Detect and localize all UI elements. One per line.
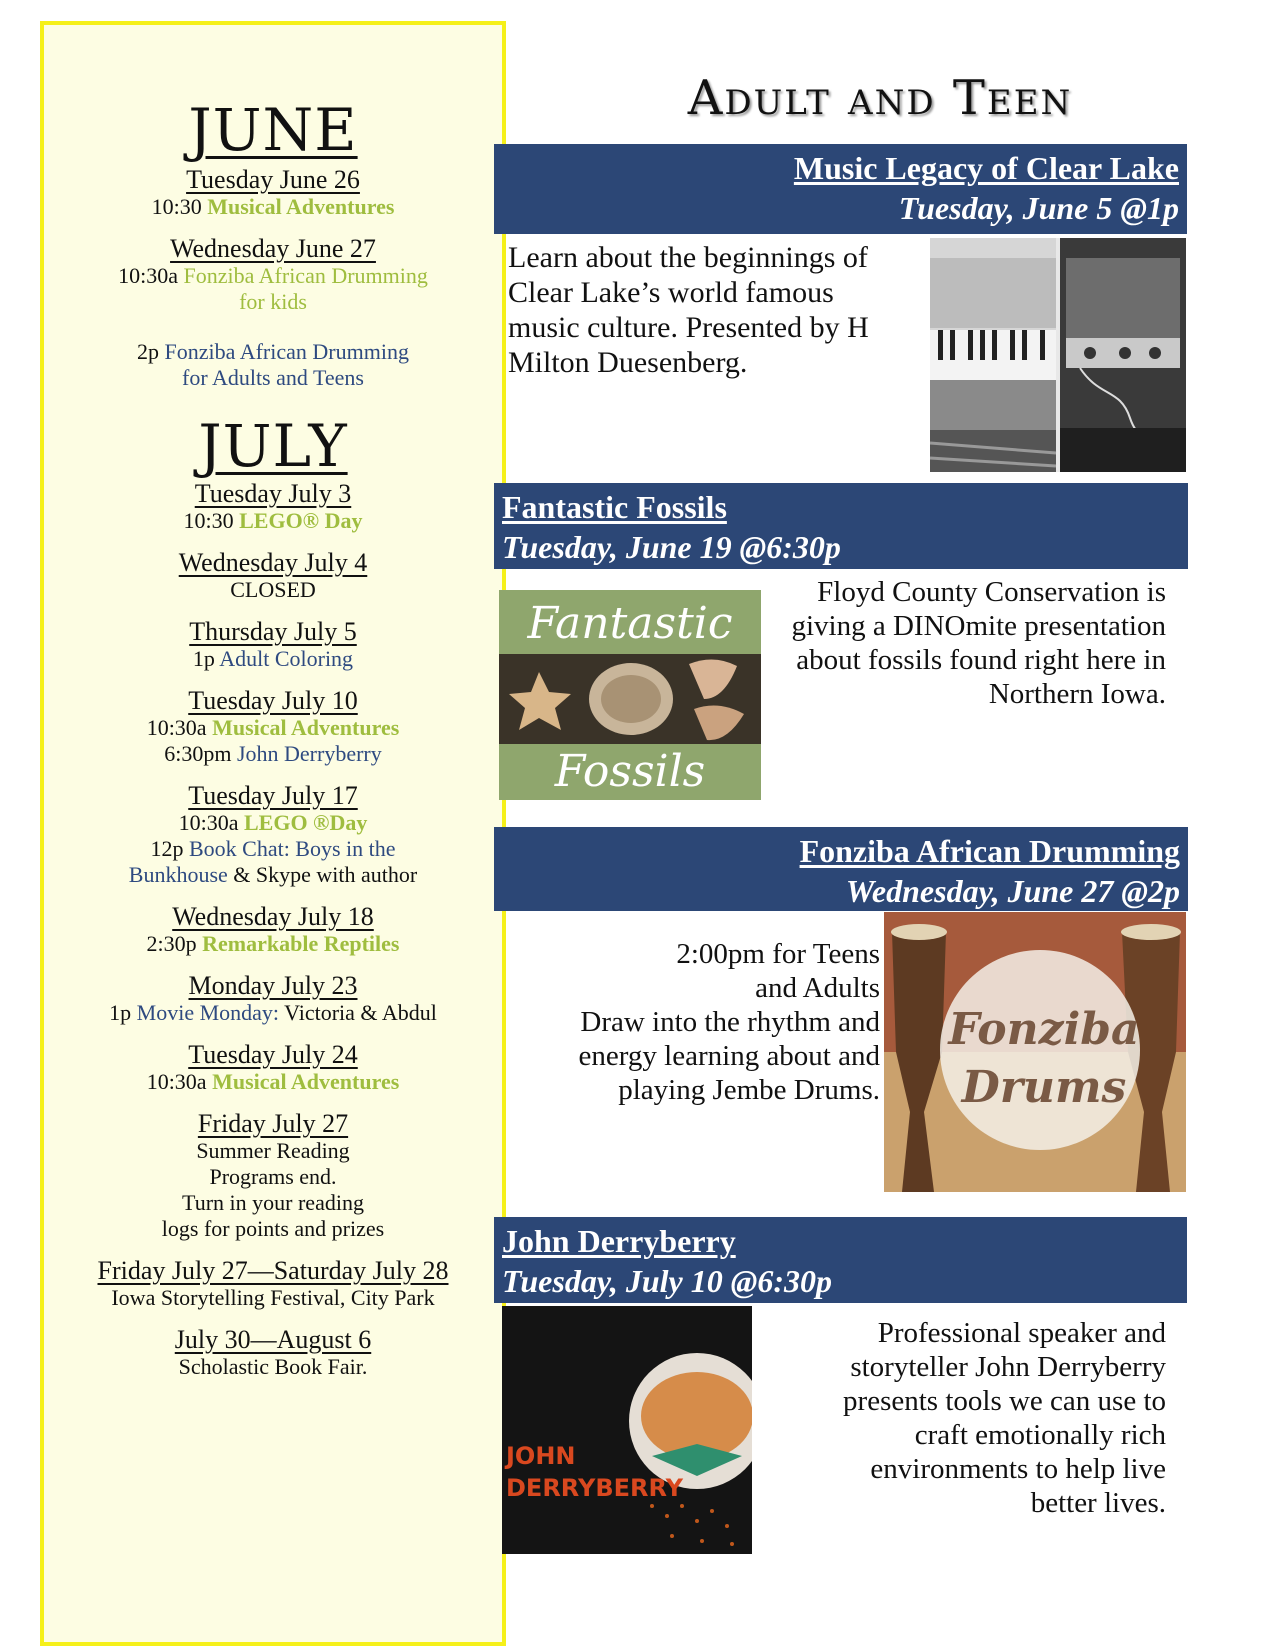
event-program-name: LEGO® Day (239, 508, 363, 533)
program-date: Tuesday, June 19 @6:30p (502, 529, 841, 565)
program-description-body: Draw into the rhythm and energy learning about and playing Jembe Drums. (578, 1006, 880, 1106)
event-time: 1p (109, 1000, 137, 1025)
calendar-event (44, 971, 502, 1026)
event-detail-line (44, 365, 502, 391)
program-date: Wednesday, June 27 @2p (845, 873, 1180, 909)
fonziba-image-subtitle: Drums (961, 1062, 1127, 1113)
event-time: Programs end. (209, 1164, 337, 1189)
event-program-name: Fonziba African Drumming (164, 339, 409, 364)
event-detail-line (44, 810, 502, 836)
event-detail-line (44, 315, 502, 339)
event-time: & Skype with author (227, 862, 418, 887)
event-program-name: for Adults and Teens (182, 365, 364, 390)
event-date: Monday July 23 (188, 971, 358, 1000)
event-detail-line (44, 1216, 502, 1242)
event-program-name: John Derryberry (236, 741, 382, 766)
july-event-list (44, 479, 502, 1380)
event-program-name: Fonziba African Drumming (183, 263, 428, 288)
program-header-music-legacy (494, 144, 1187, 234)
event-time: Iowa Storytelling Festival, City Park (111, 1285, 435, 1310)
event-time: 10:30 (151, 194, 208, 219)
calendar-event (44, 548, 502, 603)
program-description (540, 937, 880, 1107)
calendar-event (44, 902, 502, 957)
page-title: Adult and Teen (687, 70, 1073, 126)
event-time: 10:30a (146, 715, 213, 740)
calendar-event (44, 234, 502, 391)
event-date: Tuesday June 26 (186, 165, 360, 194)
event-date: Wednesday July 4 (178, 548, 368, 577)
program-header-john-derryberry (494, 1217, 1187, 1303)
program-date: Tuesday, June 5 @1p (898, 190, 1179, 226)
event-detail-line (44, 1164, 502, 1190)
event-program-name: Movie Monday: (136, 1000, 280, 1025)
event-date: Tuesday July 24 (188, 1040, 358, 1069)
program-description: Professional speaker and storyteller John Derryberry presents tools we can use to craft emotionally rich environments to help live better lives. (843, 1317, 1166, 1519)
event-date: Tuesday July 17 (188, 781, 358, 810)
program-date: Tuesday, July 10 @6:30p (502, 1263, 832, 1299)
event-detail-line (44, 1285, 502, 1311)
event-detail-line (44, 1138, 502, 1164)
event-detail-line (44, 289, 502, 315)
event-program-name: Remarkable Reptiles (202, 931, 400, 956)
event-time: logs for points and prizes (161, 1216, 385, 1241)
program-title: Music Legacy of Clear Lake (793, 150, 1179, 186)
event-detail-line (44, 1000, 502, 1026)
program-title: Fantastic Fossils (502, 489, 727, 525)
calendar-event (44, 1256, 502, 1311)
event-date: Friday July 27—Saturday July 28 (97, 1256, 449, 1285)
event-date: July 30—August 6 (174, 1325, 372, 1354)
month-heading-july: JULY (198, 412, 348, 480)
event-date: Wednesday July 18 (172, 902, 374, 931)
event-date: Friday July 27 (197, 1109, 349, 1138)
event-time: 10:30 (183, 508, 240, 533)
calendar-event (44, 479, 502, 534)
calendar-event (44, 1040, 502, 1095)
event-time: 10:30a (146, 1069, 213, 1094)
event-detail-line (44, 715, 502, 741)
event-program-name: Bunkhouse (128, 862, 228, 887)
event-detail-line (44, 577, 502, 603)
event-time: 12p (150, 836, 189, 861)
fonziba-drums-image (884, 912, 1186, 1192)
event-detail-line (44, 1354, 502, 1380)
program-description: Floyd County Conservation is giving a DINOmite presentation about fossils found right here in Northern Iowa. (791, 576, 1166, 710)
event-time: 2p (137, 339, 165, 364)
event-detail-line (44, 1069, 502, 1095)
event-program-name: Adult Coloring (219, 646, 354, 671)
event-detail-line (44, 646, 502, 672)
event-time: Summer Reading (196, 1138, 350, 1163)
fossils-image (499, 590, 761, 800)
event-program-name: Musical Adventures (207, 194, 395, 219)
event-detail-line (44, 194, 502, 220)
program-title: John Derryberry (502, 1223, 736, 1259)
fossils-image-title: Fantastic (527, 598, 733, 649)
event-time: 10:30a (178, 810, 244, 835)
event-time: Scholastic Book Fair. (178, 1354, 368, 1379)
event-detail-line (44, 741, 502, 767)
piano-amplifier-image (930, 238, 1186, 472)
event-time: 6:30pm (164, 741, 237, 766)
program-title: Fonziba African Drumming (799, 833, 1180, 869)
month-heading-june: JUNE (188, 96, 358, 164)
event-detail-line (44, 836, 502, 862)
event-date: Tuesday July 10 (188, 686, 358, 715)
event-program-name: Book Chat: Boys in the (188, 836, 396, 861)
event-program-name: Musical Adventures (212, 715, 400, 740)
event-detail-line (44, 1190, 502, 1216)
june-event-list (44, 165, 502, 391)
fonziba-image-title: Fonziba (948, 1004, 1140, 1055)
event-detail-line (44, 931, 502, 957)
calendar-event (44, 1325, 502, 1380)
event-date: Wednesday June 27 (170, 234, 376, 263)
event-time: CLOSED (230, 577, 316, 602)
john-image-name-line2: DERRYBERRY (506, 1474, 684, 1502)
calendar-event (44, 1109, 502, 1242)
event-time: Victoria & Abdul (279, 1000, 437, 1025)
event-time: 2:30p (146, 931, 203, 956)
fossils-image-subtitle: Fossils (554, 746, 706, 797)
program-description: Learn about the beginnings of Clear Lake’s world famous music culture. Presented by H Milton Duesenberg. (508, 241, 869, 379)
program-description-line: 2:00pm for Teens (676, 938, 880, 970)
calendar-event (44, 781, 502, 888)
program-header-fantastic-fossils (494, 483, 1188, 569)
event-detail-line (44, 339, 502, 365)
calendar-event (44, 686, 502, 767)
event-date: Thursday July 5 (189, 617, 357, 646)
john-derryberry-image (502, 1306, 752, 1554)
calendar-event (44, 617, 502, 672)
event-time: Turn in your reading (182, 1190, 364, 1215)
event-detail-line (44, 263, 502, 289)
event-date: Tuesday July 3 (194, 479, 352, 508)
john-image-name-line1: JOHN (506, 1442, 576, 1470)
event-time: 10:30a (118, 263, 184, 288)
event-program-name: Musical Adventures (212, 1069, 400, 1094)
program-description-line: and Adults (755, 972, 880, 1004)
event-program-name: for kids (239, 289, 307, 314)
event-detail-line (44, 862, 502, 888)
program-header-fonziba (494, 827, 1188, 911)
calendar-event (44, 165, 502, 220)
event-detail-line (44, 508, 502, 534)
event-time: 1p (192, 646, 220, 671)
event-program-name: LEGO ®Day (243, 810, 368, 835)
calendar-sidebar (40, 21, 506, 1646)
